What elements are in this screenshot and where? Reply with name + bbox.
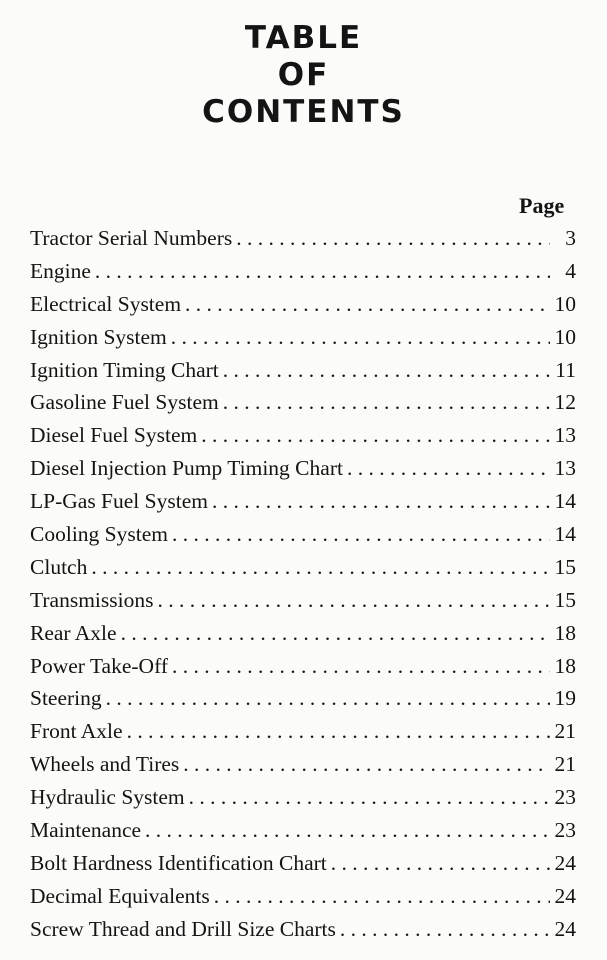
dot-leader [212,489,550,514]
dot-leader [340,917,550,942]
dot-leader [189,785,550,810]
toc-entry [30,226,576,259]
toc-entry-page: 11 [555,357,576,382]
toc-entry-label: Cooling System [30,522,168,547]
toc-entry-label: Bolt Hardness Identification Chart [30,850,327,875]
dot-leader [171,325,550,350]
toc-entry-label: Transmissions [30,587,154,612]
dot-leader [214,884,550,909]
toc-entry-page: 24 [554,883,576,908]
toc-entry [30,522,576,555]
toc-entry [30,390,576,423]
dot-leader [121,621,550,646]
title-line-2: OF [277,57,330,93]
dot-leader [223,390,550,415]
toc-entry-label: Electrical System [30,291,182,316]
toc-entry-page: 14 [554,489,576,514]
toc-entry [30,818,576,851]
dot-leader [201,423,550,448]
toc-entry [30,358,576,391]
toc-entry-label: Ignition Timing Chart [30,357,219,382]
toc-entry-label: Diesel Injection Pump Timing Chart [30,456,343,481]
toc-entry-label: Engine [30,258,91,283]
toc-entry [30,686,576,719]
dot-leader [347,456,550,481]
toc-entry-page: 23 [554,785,576,810]
dot-leader [91,555,550,580]
toc-entry [30,325,576,358]
dot-leader [145,818,550,843]
toc-entry-label: Clutch [30,554,88,579]
toc-entry-label: Wheels and Tires [30,752,180,777]
toc-entry-page: 18 [554,620,576,645]
toc-entry-label: Ignition System [30,324,167,349]
toc-entry-page: 14 [554,522,576,547]
toc-entry-label: Screw Thread and Drill Size Charts [30,916,336,941]
toc-entry [30,259,576,292]
toc-entry-label: Rear Axle [30,620,117,645]
toc-entry [30,785,576,818]
toc-entry [30,588,576,621]
title-line-1: TABLE [244,20,363,56]
toc-entry [30,851,576,884]
toc-entry-label: Maintenance [30,818,142,843]
toc-entry-page: 24 [554,850,576,875]
dot-leader [183,752,550,777]
toc-entry-page: 21 [554,752,576,777]
toc-entry-page: 10 [554,324,576,349]
toc-entry-page: 10 [554,291,576,316]
toc-entry-label: LP-Gas Fuel System [30,489,208,514]
dot-leader [106,686,550,711]
toc-entry [30,456,576,489]
toc-entry [30,719,576,752]
toc-entry-label: Front Axle [30,719,123,744]
title-line-3: CONTENTS [202,94,405,130]
toc-entry-label: Power Take-Off [30,653,169,678]
toc-entry [30,555,576,588]
toc-entry-page: 15 [554,587,576,612]
toc-entry [30,489,576,522]
toc-entry [30,884,576,917]
toc-entry-page: 15 [554,554,576,579]
dot-leader [157,588,550,613]
toc-entry-page: 18 [554,653,576,678]
dot-leader [223,358,550,383]
toc-entry-page: 13 [554,456,576,481]
toc-list [30,226,576,950]
dot-leader [172,654,550,679]
toc-entry-page: 21 [554,719,576,744]
dot-leader [236,226,550,251]
toc-entry-page: 3 [565,226,576,250]
toc-entry [30,917,576,950]
dot-leader [127,719,550,744]
toc-entry [30,654,576,687]
toc-entry-page: 12 [554,390,576,415]
toc-entry [30,752,576,785]
toc-entry-page: 13 [554,423,576,448]
dot-leader [95,259,550,284]
toc-entry-label: Steering [30,686,102,711]
toc-entry-page: 4 [565,258,576,283]
dot-leader [331,851,550,876]
toc-entry-page: 19 [554,686,576,711]
toc-entry [30,292,576,325]
toc-entry-label: Hydraulic System [30,785,185,810]
dot-leader [172,522,550,547]
toc-entry-label: Tractor Serial Numbers [30,226,233,250]
toc-entry-page: 23 [554,818,576,843]
toc-entry [30,621,576,654]
toc-entry-page: 24 [554,916,576,941]
toc-entry-label: Diesel Fuel System [30,423,198,448]
dot-leader [185,292,550,317]
page-column-header: Page [519,193,565,218]
toc-entry-label: Gasoline Fuel System [30,390,219,415]
toc-entry-label: Decimal Equivalents [30,883,210,908]
toc-entry [30,423,576,456]
